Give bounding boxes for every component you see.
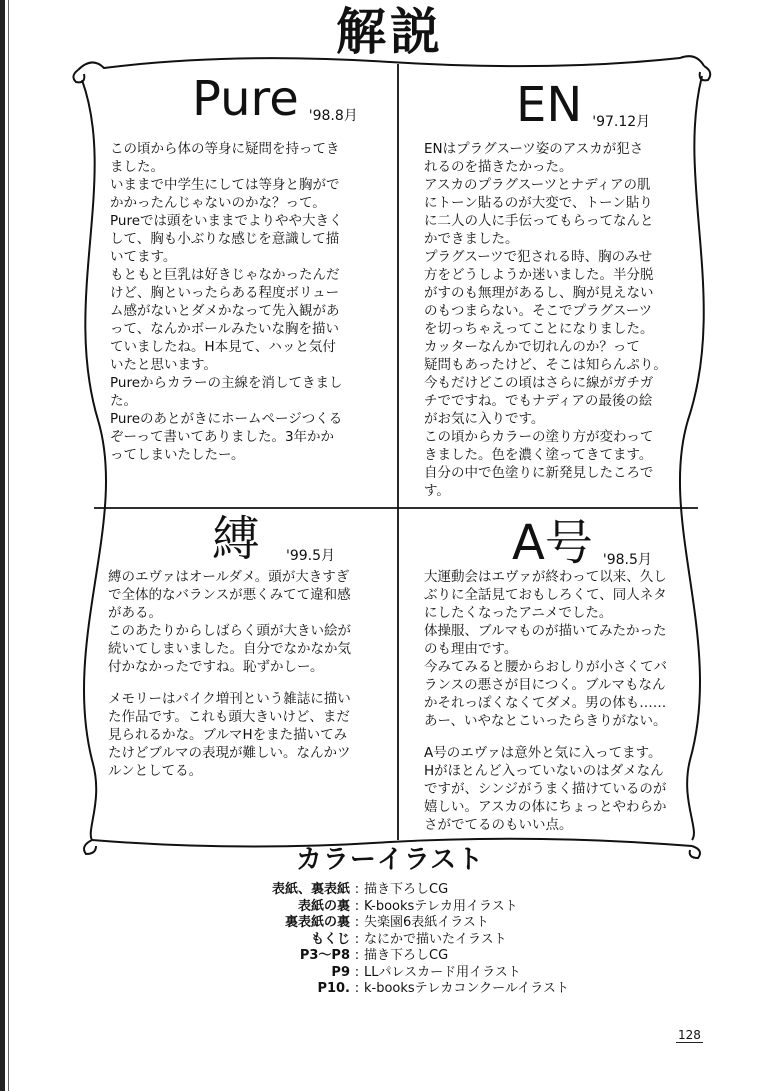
list-item-separator: :: [354, 898, 360, 914]
list-item-value: K-booksテレカ用イラスト: [364, 898, 518, 914]
section-baku-date: '99.5月: [286, 548, 336, 564]
section-baku-body: [108, 568, 390, 780]
paragraph: 大運動会はエヴァが終わって以来、久し ぶりに全話見ておもしろくて、同人ネタ にしたくなったアニメでした。: [424, 569, 667, 621]
section-pure-heading: [192, 72, 358, 126]
paragraph: カッターなんかで切れんのか？って 疑問もあったけど、そこは知らんぷり。: [424, 339, 667, 373]
paragraph: もともと巨乳は好きじゃなかったんだ けど、胸といったらある程度ボリュー ム感がないとダメかなって先入観があ って、なんかボールみたいな胸を描い ていましたね。H本見て、ハッと気付 いたと思います。: [110, 267, 340, 373]
paragraph: この頃から体の等身に疑問を持ってき ました。: [110, 141, 340, 175]
section-en-title: EN: [516, 77, 583, 133]
paragraph: Pureからカラーの主線を消してきまし た。: [110, 375, 343, 409]
list-item-value: なにかで描いたイラスト: [364, 931, 507, 947]
paragraph: この頃からカラーの塗り方が変わって きました。色を濃く塗ってきてます。 自分の中で色塗りに新発見したころで す。: [424, 429, 654, 499]
section-pure-body: [110, 140, 390, 464]
list-item-separator: :: [354, 964, 360, 980]
paragraph: 体操服、ブルマものが描いてみたかった のも理由です。: [424, 623, 667, 657]
section-baku-heading: [212, 512, 335, 566]
section-en-heading: [516, 78, 650, 132]
list-item-value: k-booksテレカコンクールイラスト: [364, 981, 569, 996]
color-illust-list: [258, 882, 569, 998]
list-item-key: P3〜P8: [299, 948, 350, 963]
list-item-separator: :: [354, 981, 360, 996]
paragraph: このあたりからしばらく頭が大きい絵が 続いてしまいました。自分でなかなか気 付かなかったですね。恥ずかしー。: [108, 623, 351, 675]
section-agou-heading: [512, 516, 652, 570]
list-item: [258, 965, 569, 982]
list-item: [258, 981, 569, 998]
paragraph: プラグスーツで犯される時、胸のみせ 方をどうしようか迷いました。半分脱 がすのも無理があるし、胸が見えない のもつまらない。そこでプラグスーツ を切っちゃえってことになりました。: [424, 249, 654, 337]
paragraph: 今もだけどこの頃はさらに線がガチガ チでですね。でもナディアの最後の絵 がお気に入りです。: [424, 375, 654, 427]
page-number: 128: [678, 1028, 701, 1042]
section-agou-body: [424, 568, 696, 834]
section-baku-title: 縛: [212, 511, 261, 567]
paragraph: メモリーはパイク増刊という雑誌に描い た作品です。これも頭大きいけど、まだ 見られるかな。ブルマHをまた描いてみ たけどブルマの表現が難しい。なんかツ ルンとしてる。: [108, 691, 351, 779]
list-item-separator: :: [354, 931, 360, 947]
section-pure-title: Pure: [192, 71, 299, 127]
list-item-value: LLパレスカード用イラスト: [364, 964, 521, 980]
paragraph: Pureでは頭をいままでよりやや大きく して、胸も小ぶりな感じを意識して描 いてます。: [110, 213, 343, 265]
paragraph-gap: [108, 676, 390, 690]
paragraph: Pureのあとがきにホームページつくる ぞーって書いてありました。3年かか ってしまいたしたー。: [110, 411, 343, 463]
list-item: [258, 948, 569, 965]
color-illust-title: カラーイラスト: [295, 845, 485, 875]
list-item-value: 描き下ろしCG: [364, 948, 449, 963]
paragraph-gap: [424, 730, 696, 744]
list-item-value: 描き下ろしCG: [364, 882, 449, 897]
list-item-key: P10.: [317, 981, 350, 996]
list-item-key: 表紙、裏表紙: [271, 882, 350, 897]
list-item-key: 裏表紙の裏: [284, 915, 350, 930]
list-item-key: もくじ: [310, 931, 350, 947]
list-item-separator: :: [354, 882, 360, 897]
section-agou-title: A号: [512, 515, 593, 571]
paragraph: アスカのプラグスーツとナディアの肌 にトーン貼るのが大変で、トーン貼り に二人の人に手伝ってもらってなんと かできました。: [424, 177, 654, 247]
list-item-separator: :: [354, 915, 360, 930]
list-item: [258, 899, 569, 916]
section-en-body: [424, 140, 692, 500]
section-agou-date: '98.5月: [602, 552, 652, 568]
list-item: [258, 882, 569, 899]
paragraph: ENはプラグスーツ姿のアスカが犯さ れるのを描きたかった。: [424, 141, 644, 175]
section-pure-date: '98.8月: [308, 108, 358, 124]
paragraph: 今みてみると腰からおしりが小さくてバ ランスの悪さが目につく。ブルマもなん かそれっぽくなくてダメ。男の体も…… あー、いやなとこいったらきりがない。: [424, 659, 667, 729]
paragraph: A号のエヴァは意外と気に入ってます。 Hがほとんど入っていないのはダメなん ですが、シンジがうまく描けているのが 嬉しい。アスカの体にちょっとやわらか さがでてるのもいい点。: [424, 745, 667, 833]
paragraph: 縛のエヴァはオールダメ。頭が大きすぎ で全体的なバランスが悪くみてて違和感 がある。: [108, 569, 351, 621]
list-item-key: P9: [331, 964, 350, 980]
list-item-value: 失楽園6表紙イラスト: [364, 915, 489, 930]
list-item: [258, 915, 569, 932]
page-title: 解説: [336, 3, 444, 61]
list-item-key: 表紙の裏: [297, 898, 350, 914]
paragraph: いままで中学生にしては等身と胸がで かかったんじゃないのかな？って。: [110, 177, 340, 211]
section-en-date: '97.12月: [592, 114, 651, 130]
list-item-separator: :: [354, 948, 360, 963]
list-item: [258, 932, 569, 949]
